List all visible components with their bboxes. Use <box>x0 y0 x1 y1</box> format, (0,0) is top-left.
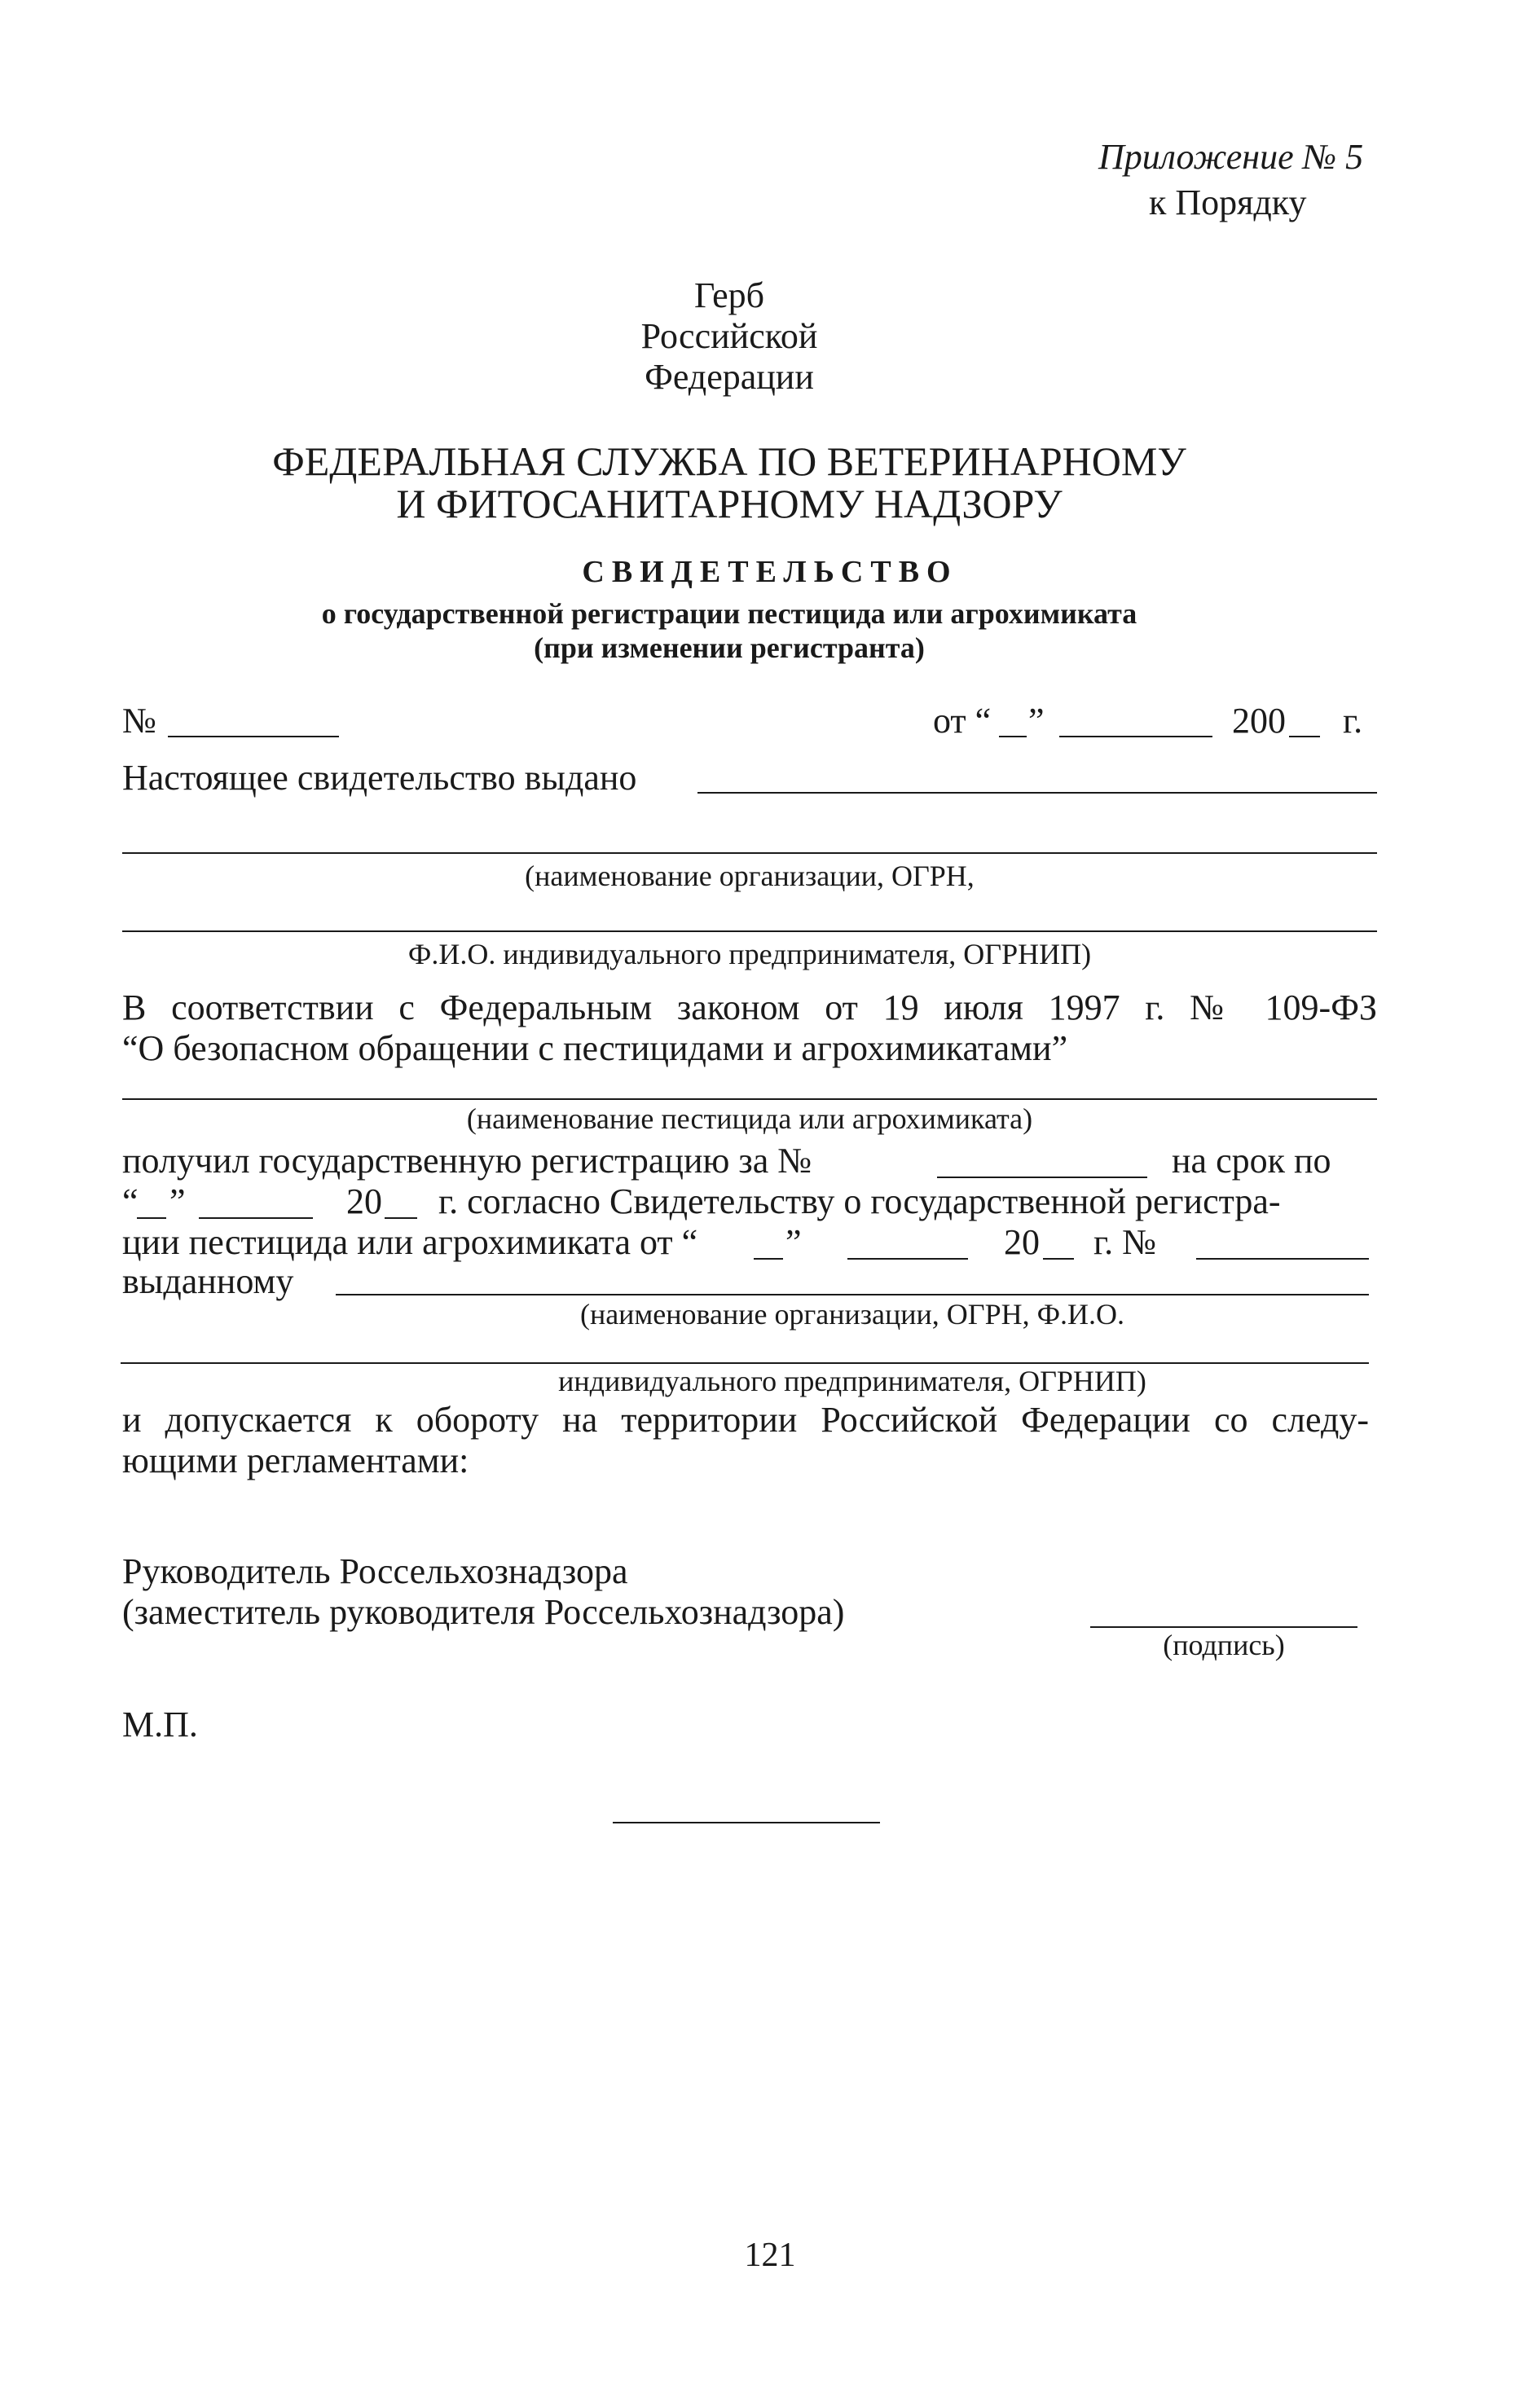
date-quote-close: ” <box>1028 701 1045 741</box>
signatory-deputy-title: (заместитель руководителя Россельхознадзора) <box>122 1592 845 1632</box>
issued-to-blank-3 <box>122 930 1377 932</box>
number-blank <box>168 736 339 737</box>
signatory-title: Руководитель Россельхознадзора <box>122 1551 628 1591</box>
issued-by-caption-2: индивидуального предпринимателя, ОГРНИП) <box>558 1365 1146 1397</box>
number-label: № <box>122 701 156 741</box>
prev-number-label: г. № <box>1093 1222 1157 1262</box>
term-year-prefix: 20 <box>346 1181 382 1221</box>
coat-of-arms-line-2: Российской <box>640 316 818 356</box>
registration-number-blank <box>937 1177 1147 1178</box>
prev-year-blank <box>1043 1258 1074 1260</box>
registration-number-label: получил государственную регистрацию за № <box>122 1141 812 1181</box>
year-blank <box>1289 736 1320 737</box>
term-year-blank <box>385 1217 417 1219</box>
prev-month-blank <box>847 1258 968 1260</box>
term-day-blank <box>137 1217 166 1219</box>
appendix-order-ref: к Порядку <box>1149 183 1307 222</box>
certificate-subtitle: о государственной регистрации пестицида или агрохимиката <box>321 597 1137 630</box>
product-name-caption: (наименование пестицида или агрохимиката) <box>466 1102 1033 1135</box>
prev-quote-close: ” <box>785 1222 802 1262</box>
year-suffix: г. <box>1343 701 1363 741</box>
issued-by-blank <box>336 1294 1369 1295</box>
certificate-title: СВИДЕТЕЛЬСТВО <box>582 555 958 589</box>
law-reference-line-2: “О безопасном обращении с пестицидами и агрохимикатами” <box>122 1028 1068 1068</box>
day-blank <box>999 736 1027 737</box>
prev-number-blank <box>1196 1258 1369 1260</box>
issued-to-label: Настоящее свидетельство выдано <box>122 758 637 798</box>
term-quote-close: ” <box>169 1181 186 1221</box>
prev-day-blank <box>754 1258 783 1260</box>
signature-caption: (подпись) <box>1163 1629 1285 1661</box>
closing-divider <box>613 1822 880 1823</box>
issued-to-caption-2: Ф.И.О. индивидуального предпринимателя, ОГРНИП) <box>407 938 1092 970</box>
issued-by-label: выданному <box>122 1261 294 1301</box>
term-quote-open: “ <box>122 1181 139 1221</box>
term-certificate-text: г. согласно Свидетельству о государственной регистра- <box>438 1181 1281 1221</box>
month-blank <box>1059 736 1212 737</box>
law-reference-line-1: В соответствии с Федеральным законом от 19 июля 1997 г. № 109-ФЗ <box>122 987 1377 1027</box>
admission-line-1: и допускается к обороту на территории Российской Федерации со следу- <box>122 1400 1369 1440</box>
appendix-label: Приложение № 5 <box>1098 137 1364 177</box>
coat-of-arms-line-3: Федерации <box>645 357 814 397</box>
admission-line-2: ющими регламентами: <box>122 1441 469 1480</box>
term-month-blank <box>199 1217 313 1219</box>
seal-placeholder: М.П. <box>122 1704 198 1744</box>
product-name-blank <box>122 1098 1377 1100</box>
registration-term-label: на срок по <box>1172 1141 1331 1181</box>
issued-to-blank-2 <box>122 852 1377 854</box>
year-prefix: 200 <box>1232 701 1286 741</box>
date-prefix: от “ <box>933 701 992 741</box>
agency-name-line-2: И ФИТОСАНИТАРНОМУ НАДЗОРУ <box>396 481 1063 526</box>
page-number: 121 <box>744 2237 796 2274</box>
coat-of-arms-line-1: Герб <box>693 275 764 315</box>
issued-to-blank <box>697 792 1377 794</box>
agency-name-line-1: ФЕДЕРАЛЬНАЯ СЛУЖБА ПО ВЕТЕРИНАРНОМУ <box>272 438 1186 484</box>
previous-certificate-label: ции пестицида или агрохимиката от “ <box>122 1222 698 1262</box>
issued-to-caption-1: (наименование организации, ОГРН, <box>525 860 975 892</box>
issued-by-caption-1: (наименование организации, ОГРН, Ф.И.О. <box>579 1298 1125 1331</box>
certificate-subtitle-note: (при изменении регистранта) <box>534 631 925 664</box>
prev-year-prefix: 20 <box>1004 1222 1040 1262</box>
